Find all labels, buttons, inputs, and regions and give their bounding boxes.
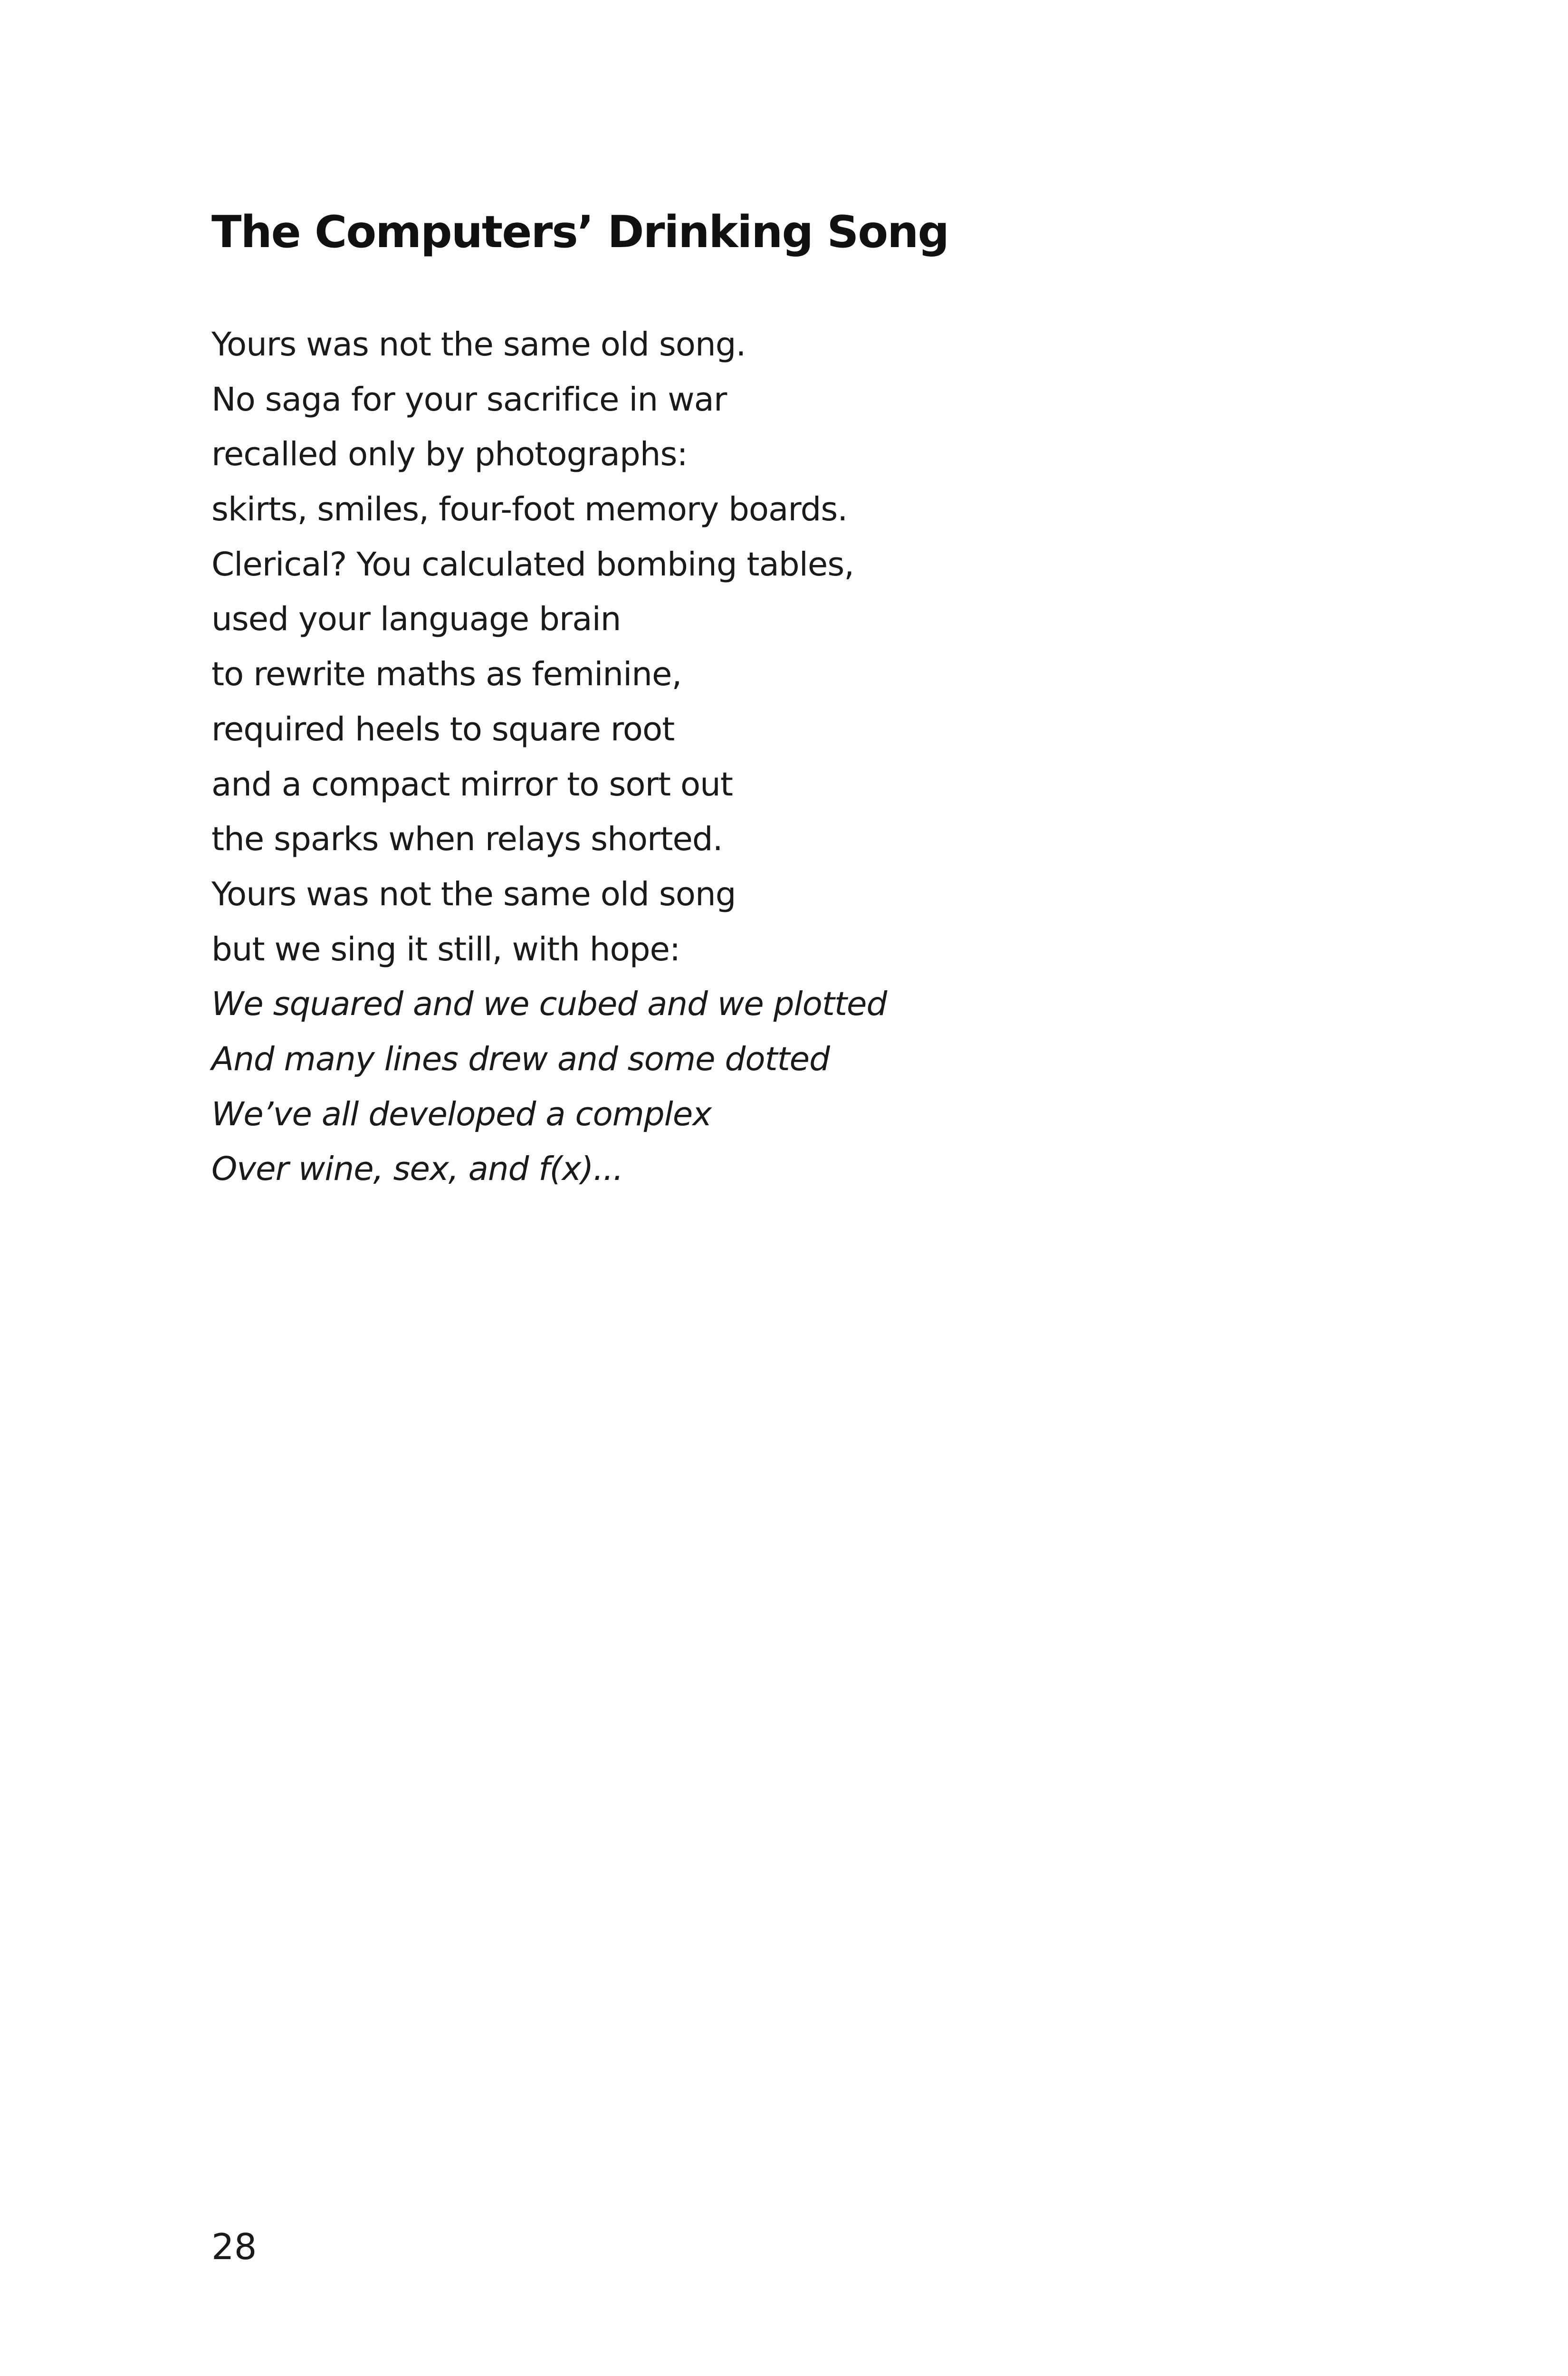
poem-line: to rewrite maths as feminine, xyxy=(211,655,682,694)
poem-title: The Computers’ Drinking Song xyxy=(211,206,949,258)
poem-line: Yours was not the same old song. xyxy=(211,326,746,364)
poem-line: but we sing it still, with hope: xyxy=(211,930,680,968)
poem-line: used your language brain xyxy=(211,600,621,639)
poem-line: recalled only by photographs: xyxy=(211,435,688,474)
poem-line: We’ve all developed a complex xyxy=(211,1095,712,1133)
poem-line: skirts, smiles, four-foot memory boards. xyxy=(211,490,848,529)
page-number: 28 xyxy=(211,2226,257,2268)
poem-line: the sparks when relays shorted. xyxy=(211,820,723,859)
poem-line: Over wine, sex, and f(x)... xyxy=(211,1150,623,1188)
poem-line: and a compact mirror to sort out xyxy=(211,765,733,804)
poem-line: We squared and we cubed and we plotted xyxy=(211,985,887,1024)
poem-body xyxy=(211,317,887,1197)
poem-line: required heels to square root xyxy=(211,710,675,748)
poem-line: No saga for your sacrifice in war xyxy=(211,380,727,419)
poem-line: Clerical? You calculated bombing tables, xyxy=(211,545,854,584)
poem-line: Yours was not the same old song xyxy=(211,875,736,913)
poem-line: And many lines drew and some dotted xyxy=(211,1040,830,1078)
